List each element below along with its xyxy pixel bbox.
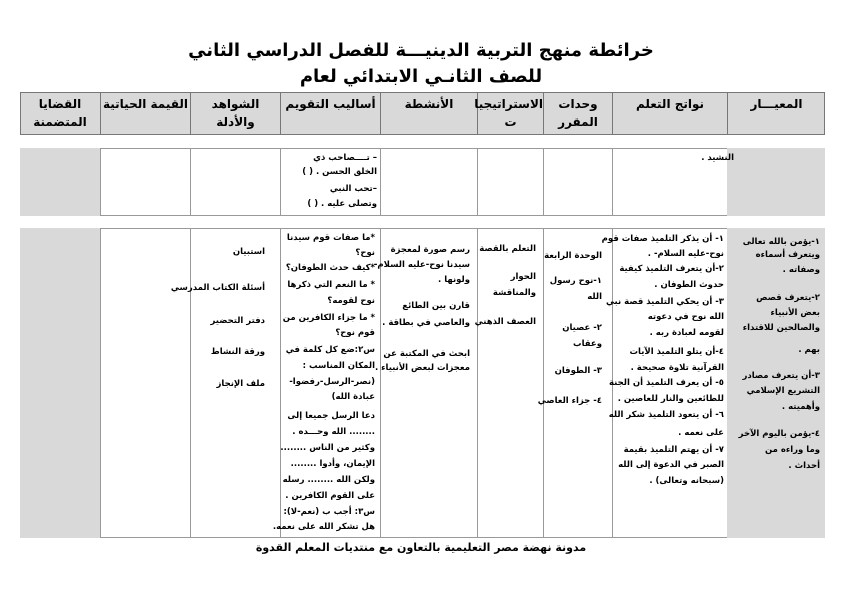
activity-line-3: قارن بين الطائع: [402, 301, 470, 311]
header-strategies: الاستراتيجيا ت: [477, 92, 543, 135]
outcome-line-10: للطائعين والنار للعاصين .: [617, 394, 724, 404]
unit-line-0: الوحدة الرابعة: [544, 251, 602, 261]
strategy-line-2: والمناقشة: [492, 288, 536, 298]
header-standard: المعيـــار: [727, 92, 825, 135]
strategy-line-1: الحوار: [510, 272, 536, 282]
eval-line-9: (نصر-الرسل-رفضوا-: [289, 377, 375, 387]
eval-line-10: عبادة الله): [331, 392, 375, 402]
std-line-10: ٤-يؤمن باليوم الآخر: [738, 429, 820, 439]
header-evidence: الشواهد والأدلة: [190, 92, 280, 135]
outcome-line-0: ١- أن يذكر التلميذ صفات قوم: [601, 234, 724, 244]
unit-line-3: ٢- عصيان: [562, 323, 602, 333]
row2-issues-cell: [20, 228, 100, 538]
outcome-line-2: ٢-أن يتعرف التلميذ كيفية: [619, 264, 724, 274]
eval-line-12: ........ الله وحـــده .: [292, 427, 375, 437]
page-footer: مدونة نهضة مصر التعليمية بالتعاون مع منتديات المعلم القدوة: [255, 541, 587, 554]
outcome-line-13: ٧- أن يهتم التلميذ بقيمة: [623, 445, 724, 455]
eval-line-11: دعا الرسل جميعا إلى: [287, 411, 375, 421]
eval-line-8: المكان المناسب :: [302, 361, 375, 371]
unit-line-5: ٣- الطوفان: [554, 366, 602, 376]
row1-eval-3: وتصلى عليه . ( ): [307, 199, 377, 209]
eval-line-13: وكثير من الناس ........: [280, 443, 375, 453]
eval-line-6: قوم نوح؟: [335, 328, 375, 338]
evidence-line-3: ورقة النشاط: [210, 347, 265, 357]
activity-line-4: والعاصي في بطاقة .: [382, 318, 470, 328]
header-units: وحدات المقرر: [543, 92, 612, 135]
outcome-line-8: القرآنية تلاوة صحيحة .: [630, 363, 724, 373]
std-line-1: ويتعرف أسماءه: [755, 250, 820, 260]
outcome-line-9: ٥- أن يعرف التلميذ أن الجنة: [609, 378, 724, 388]
evidence-line-4: ملف الإنجاز: [216, 379, 265, 389]
outcome-line-14: الصبر في الدعوة إلى الله: [618, 460, 724, 470]
eval-line-7: س٢:ضع كل كلمة في: [285, 345, 375, 355]
eval-line-18: هل تشكر الله على نعمه.: [272, 522, 375, 532]
std-line-8: التشريع الإسلامي: [746, 386, 820, 396]
eval-line-17: س٣: أجب ب (نعم-لا):: [283, 507, 375, 517]
outcome-line-7: ٤-أن يتلو التلميذ الآيات: [629, 347, 724, 357]
header-activities: الأنشطة: [380, 92, 477, 135]
eval-line-5: * ما جزاء الكافرين من: [282, 313, 375, 323]
evidence-line-1: أسئلة الكتاب المدرسي: [170, 283, 265, 293]
unit-line-6: ٤- جزاء العاصي: [537, 396, 602, 406]
outcome-line-11: ٦- أن يتعود التلميذ شكر الله: [608, 410, 724, 420]
outcome-line-6: لقومه لعبادة ربه .: [649, 328, 724, 338]
row1-eval-0: – تــــصاحب ذي: [313, 153, 377, 163]
header-outcomes: نواتج التعلم: [612, 92, 727, 135]
outcome-line-12: على نعمه .: [678, 428, 724, 438]
row1-eval-1: الخلق الحسن . ( ): [302, 167, 377, 177]
unit-line-4: وعقاب: [573, 339, 602, 349]
activity-line-2: ولونها .: [438, 275, 470, 285]
header-evaluation: أساليب التقويم: [280, 92, 380, 135]
std-line-3: ٢-يتعرف قصص: [756, 293, 820, 303]
eval-line-3: * ما النعم التي ذكرها: [287, 280, 375, 290]
eval-line-16: على القوم الكافرين .: [285, 491, 375, 501]
evidence-line-0: استبيان: [232, 247, 265, 257]
outcome-line-3: حدوث الطوفان .: [654, 280, 724, 290]
activity-line-5: ابحث في المكتبة عن: [383, 349, 470, 359]
std-line-12: أحداث .: [788, 461, 820, 471]
strategy-line-0: التعلم بالقصة: [479, 244, 536, 254]
row1-outcome: النشيد .: [701, 153, 734, 163]
activity-line-0: رسم صورة لمعجزة: [390, 245, 470, 255]
outcome-line-4: ٣- أن يحكي التلميذ قصة نبي: [605, 297, 724, 307]
activity-line-6: معجزات لبعض الأنبياء .: [374, 363, 470, 373]
std-line-11: وما وراءه من: [764, 445, 820, 455]
eval-line-15: ولكن الله ........ رسله: [282, 475, 375, 485]
std-line-6: بهم .: [798, 345, 820, 355]
eval-line-0: *ما صفات قوم سيدنا: [286, 233, 375, 243]
std-line-4: بعض الأنبياء: [770, 308, 820, 318]
header-issues: القضايا المتضمنة: [33, 97, 87, 129]
row1-eval-2: –تحب النبي: [329, 184, 377, 194]
unit-line-2: الله: [587, 292, 602, 302]
unit-line-1: ١-نوح رسول: [549, 276, 602, 286]
eval-line-1: نوح؟: [355, 248, 375, 258]
header-value: القيمة الحياتية: [100, 92, 190, 135]
std-line-0: ١-يؤمن بالله تعالى: [742, 237, 820, 247]
activity-line-1: سيدنا نوح-عليه السلام-: [373, 260, 470, 270]
strategy-line-3: العصف الذهني: [474, 317, 536, 327]
std-line-2: وصفاته .: [782, 265, 820, 275]
std-line-7: ٣-أن يتعرف مصادر: [742, 371, 820, 381]
outcome-line-15: (سبحانه وتعالى) .: [649, 476, 724, 486]
eval-line-14: الإيمان، وأدوا ........: [290, 459, 375, 469]
outcome-line-5: الله نوح في دعوته: [647, 312, 724, 322]
row1-standard-cell: [727, 148, 825, 216]
row1-issues-cell: [20, 148, 100, 216]
document-subtitle: للصف الثانـي الابتدائي لعام: [299, 66, 543, 87]
document-title: خرائطة منهج التربية الدينيـــة للفصل الدراسي الثاني: [188, 40, 654, 61]
eval-line-4: نوح لقومه؟: [327, 296, 375, 306]
std-line-9: وأهميته .: [781, 402, 820, 412]
evidence-line-2: دفتر التحضير: [210, 316, 265, 326]
outcome-line-1: نوح-عليه السلام- .: [647, 249, 724, 259]
std-line-5: والصالحين للاقتداء: [742, 323, 820, 333]
eval-line-2: *كيف حدث الطوفان؟: [285, 263, 375, 273]
